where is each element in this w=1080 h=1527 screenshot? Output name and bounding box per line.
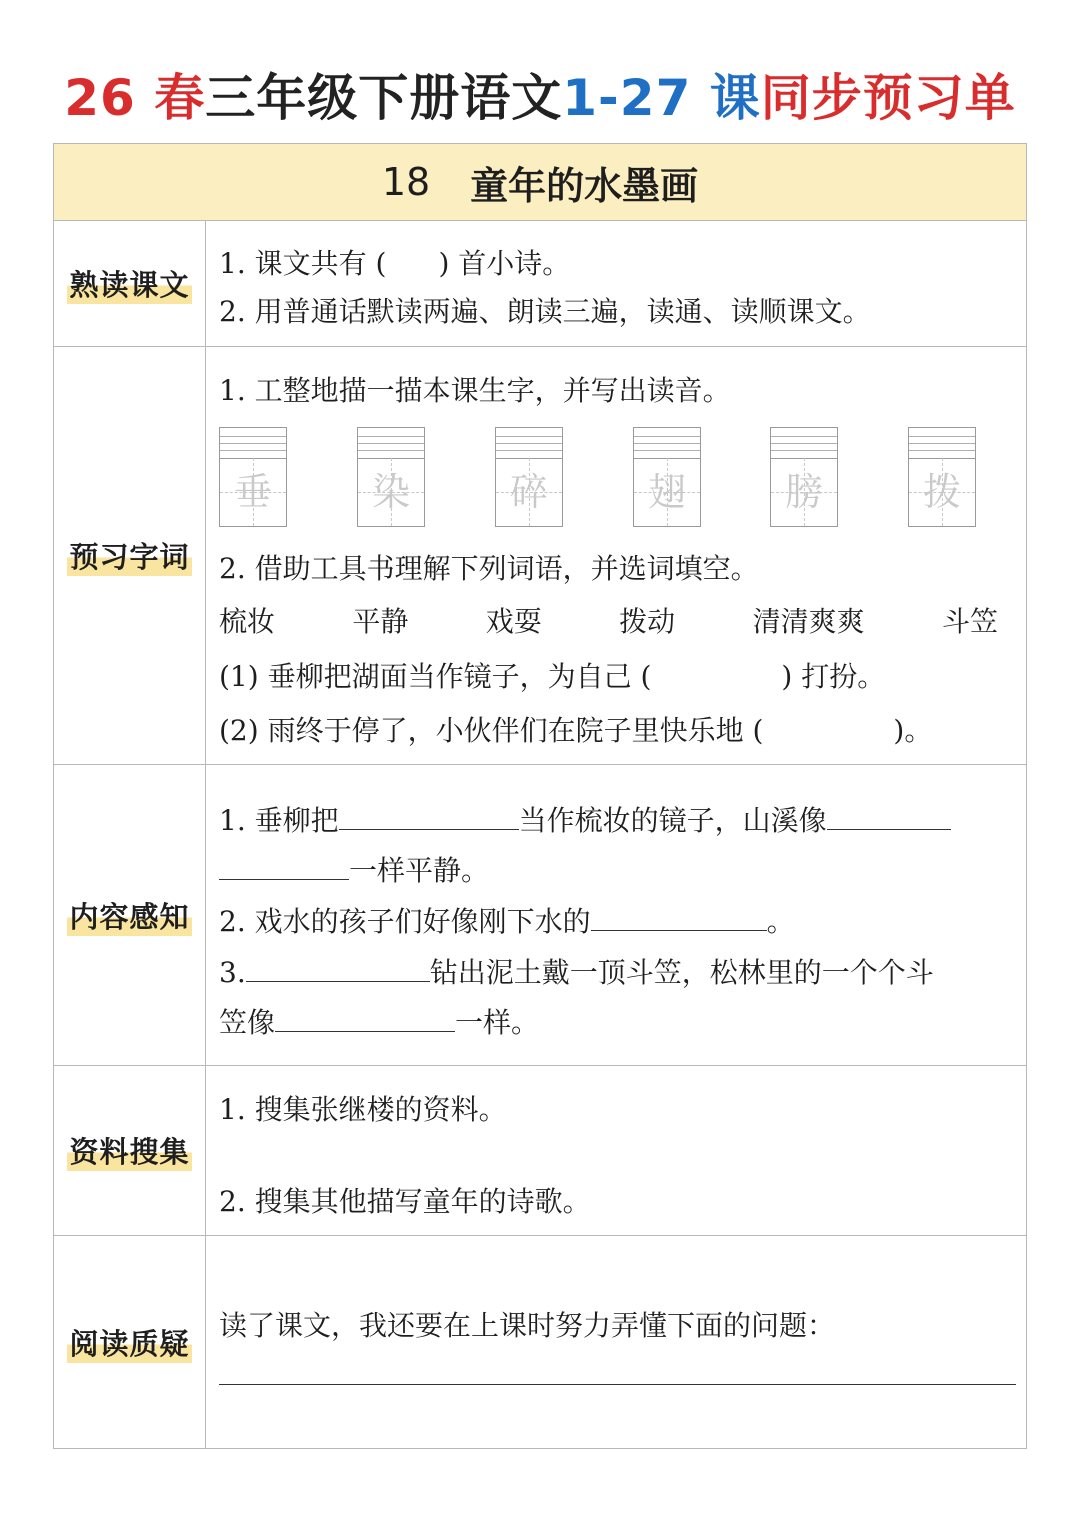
word-item: 平静: [352, 605, 409, 638]
answer-line[interactable]: [219, 1384, 1016, 1385]
word-item: 斗笠: [941, 605, 998, 638]
question-prompt: 读了课文，我还要在上课时努力弄懂下面的问题：: [219, 1309, 836, 1342]
char-grid-row: [219, 427, 979, 527]
blank-stream-a[interactable]: [827, 805, 951, 830]
fill-sentence-2-a: (2) 雨终于停了，小伙伴们在院子里快乐地 (: [219, 714, 764, 747]
vocab-q1: 1. 工整地描一描本课生字，并写出读音。: [219, 374, 731, 407]
word-item: 戏耍: [485, 605, 542, 638]
row-content: [54, 765, 1026, 1066]
title-part-lessons: 1-27 课: [562, 69, 761, 127]
lesson-header: [54, 144, 1026, 221]
word-item: 拨动: [619, 605, 676, 638]
trace-char: 翅: [647, 470, 686, 514]
char-box-5[interactable]: [770, 427, 838, 527]
read-line-1: [219, 242, 570, 282]
content-line-4: [219, 951, 934, 991]
word-item: 梳妆: [219, 605, 276, 638]
content-line-4-a: 3.: [219, 956, 246, 989]
blank-hat[interactable]: [275, 1007, 455, 1032]
trace-char: 染: [371, 470, 410, 514]
content-line-3-b: 。: [766, 905, 795, 938]
blank-mirror[interactable]: [339, 805, 519, 830]
content-line-5-b: 一样。: [455, 1006, 540, 1039]
title-part-type: 同步预习单: [760, 69, 1016, 127]
content-line-1-a: 1. 垂柳把: [219, 804, 339, 837]
label-cell-read: [54, 220, 206, 346]
row-vocab: [54, 347, 1026, 765]
lesson-name: 童年的水墨画: [470, 162, 699, 208]
content-line-1-b: 当作梳妆的镜子，山溪像: [518, 804, 827, 837]
content-line-5-a: 笠像: [219, 1006, 276, 1039]
trace-char: 垂: [233, 470, 272, 514]
content-vocab: [219, 347, 1016, 764]
section-label-research: 资料搜集: [67, 1130, 191, 1171]
char-box-3[interactable]: [495, 427, 563, 527]
content-line-3: [219, 900, 795, 940]
section-label-read: 熟读课文: [67, 263, 191, 304]
title-part-grade: 三年级下册语文: [205, 69, 563, 127]
row-read: [54, 220, 1026, 347]
vocab-q2: 2. 借助工具书理解下列词语，并选词填空。: [219, 552, 759, 585]
read-line-2: 2. 用普通话默读两遍、朗读三遍，读通、读顺课文。: [219, 295, 871, 328]
label-cell-content: [54, 765, 206, 1065]
blank-mushroom[interactable]: [246, 957, 430, 982]
char-box-2[interactable]: [357, 427, 425, 527]
content-line-5: [219, 1001, 539, 1041]
label-cell-research: [54, 1066, 206, 1235]
research-line-2: 2. 搜集其他描写童年的诗歌。: [219, 1185, 591, 1218]
content-read: [219, 220, 1016, 346]
section-label-question: 阅读质疑: [67, 1322, 191, 1363]
char-box-6[interactable]: [908, 427, 976, 527]
trace-char: 拨: [922, 470, 961, 514]
word-item: 清清爽爽: [752, 605, 865, 638]
content-line-1: [219, 799, 951, 839]
content-content: [219, 765, 1016, 1065]
worksheet-table: [53, 143, 1027, 1449]
trace-char: 膀: [784, 470, 823, 514]
content-line-4-b: 钻出泥土戴一顶斗笠，松林里的一个个斗: [429, 956, 934, 989]
read-line-1-b: ) 首小诗。: [438, 247, 571, 280]
fill-sentence-1-b: ) 打扮。: [781, 660, 886, 693]
fill-sentence-1-a: (1) 垂柳把湖面当作镜子，为自己 (: [219, 660, 652, 693]
content-research: [219, 1066, 1016, 1235]
content-line-2: [219, 849, 489, 889]
fill-sentence-2: [219, 709, 932, 749]
page-title: [0, 58, 1080, 128]
content-line-3-a: 2. 戏水的孩子们好像刚下水的: [219, 905, 591, 938]
content-line-2-b: 一样平静。: [349, 854, 490, 887]
char-box-4[interactable]: [633, 427, 701, 527]
lesson-number: 18: [381, 160, 431, 204]
title-part-season: 26 春: [64, 69, 206, 127]
trace-char: 碎: [509, 470, 548, 514]
blank-swimmers[interactable]: [591, 906, 767, 931]
label-cell-question: [54, 1236, 206, 1448]
fill-sentence-2-b: )。: [893, 714, 933, 747]
blank-stream-b[interactable]: [219, 855, 349, 880]
read-line-1-a: 1. 课文共有 (: [219, 247, 387, 280]
content-question: [219, 1236, 1016, 1448]
row-research: [54, 1066, 1026, 1236]
row-question: [54, 1236, 1026, 1448]
section-label-content: 内容感知: [67, 895, 191, 936]
research-line-1: 1. 搜集张继楼的资料。: [219, 1093, 507, 1126]
label-cell-vocab: [54, 347, 206, 764]
fill-sentence-1: [219, 655, 885, 695]
section-label-vocab: 预习字词: [67, 535, 191, 576]
word-bank: [219, 600, 998, 640]
char-box-1[interactable]: [219, 427, 287, 527]
